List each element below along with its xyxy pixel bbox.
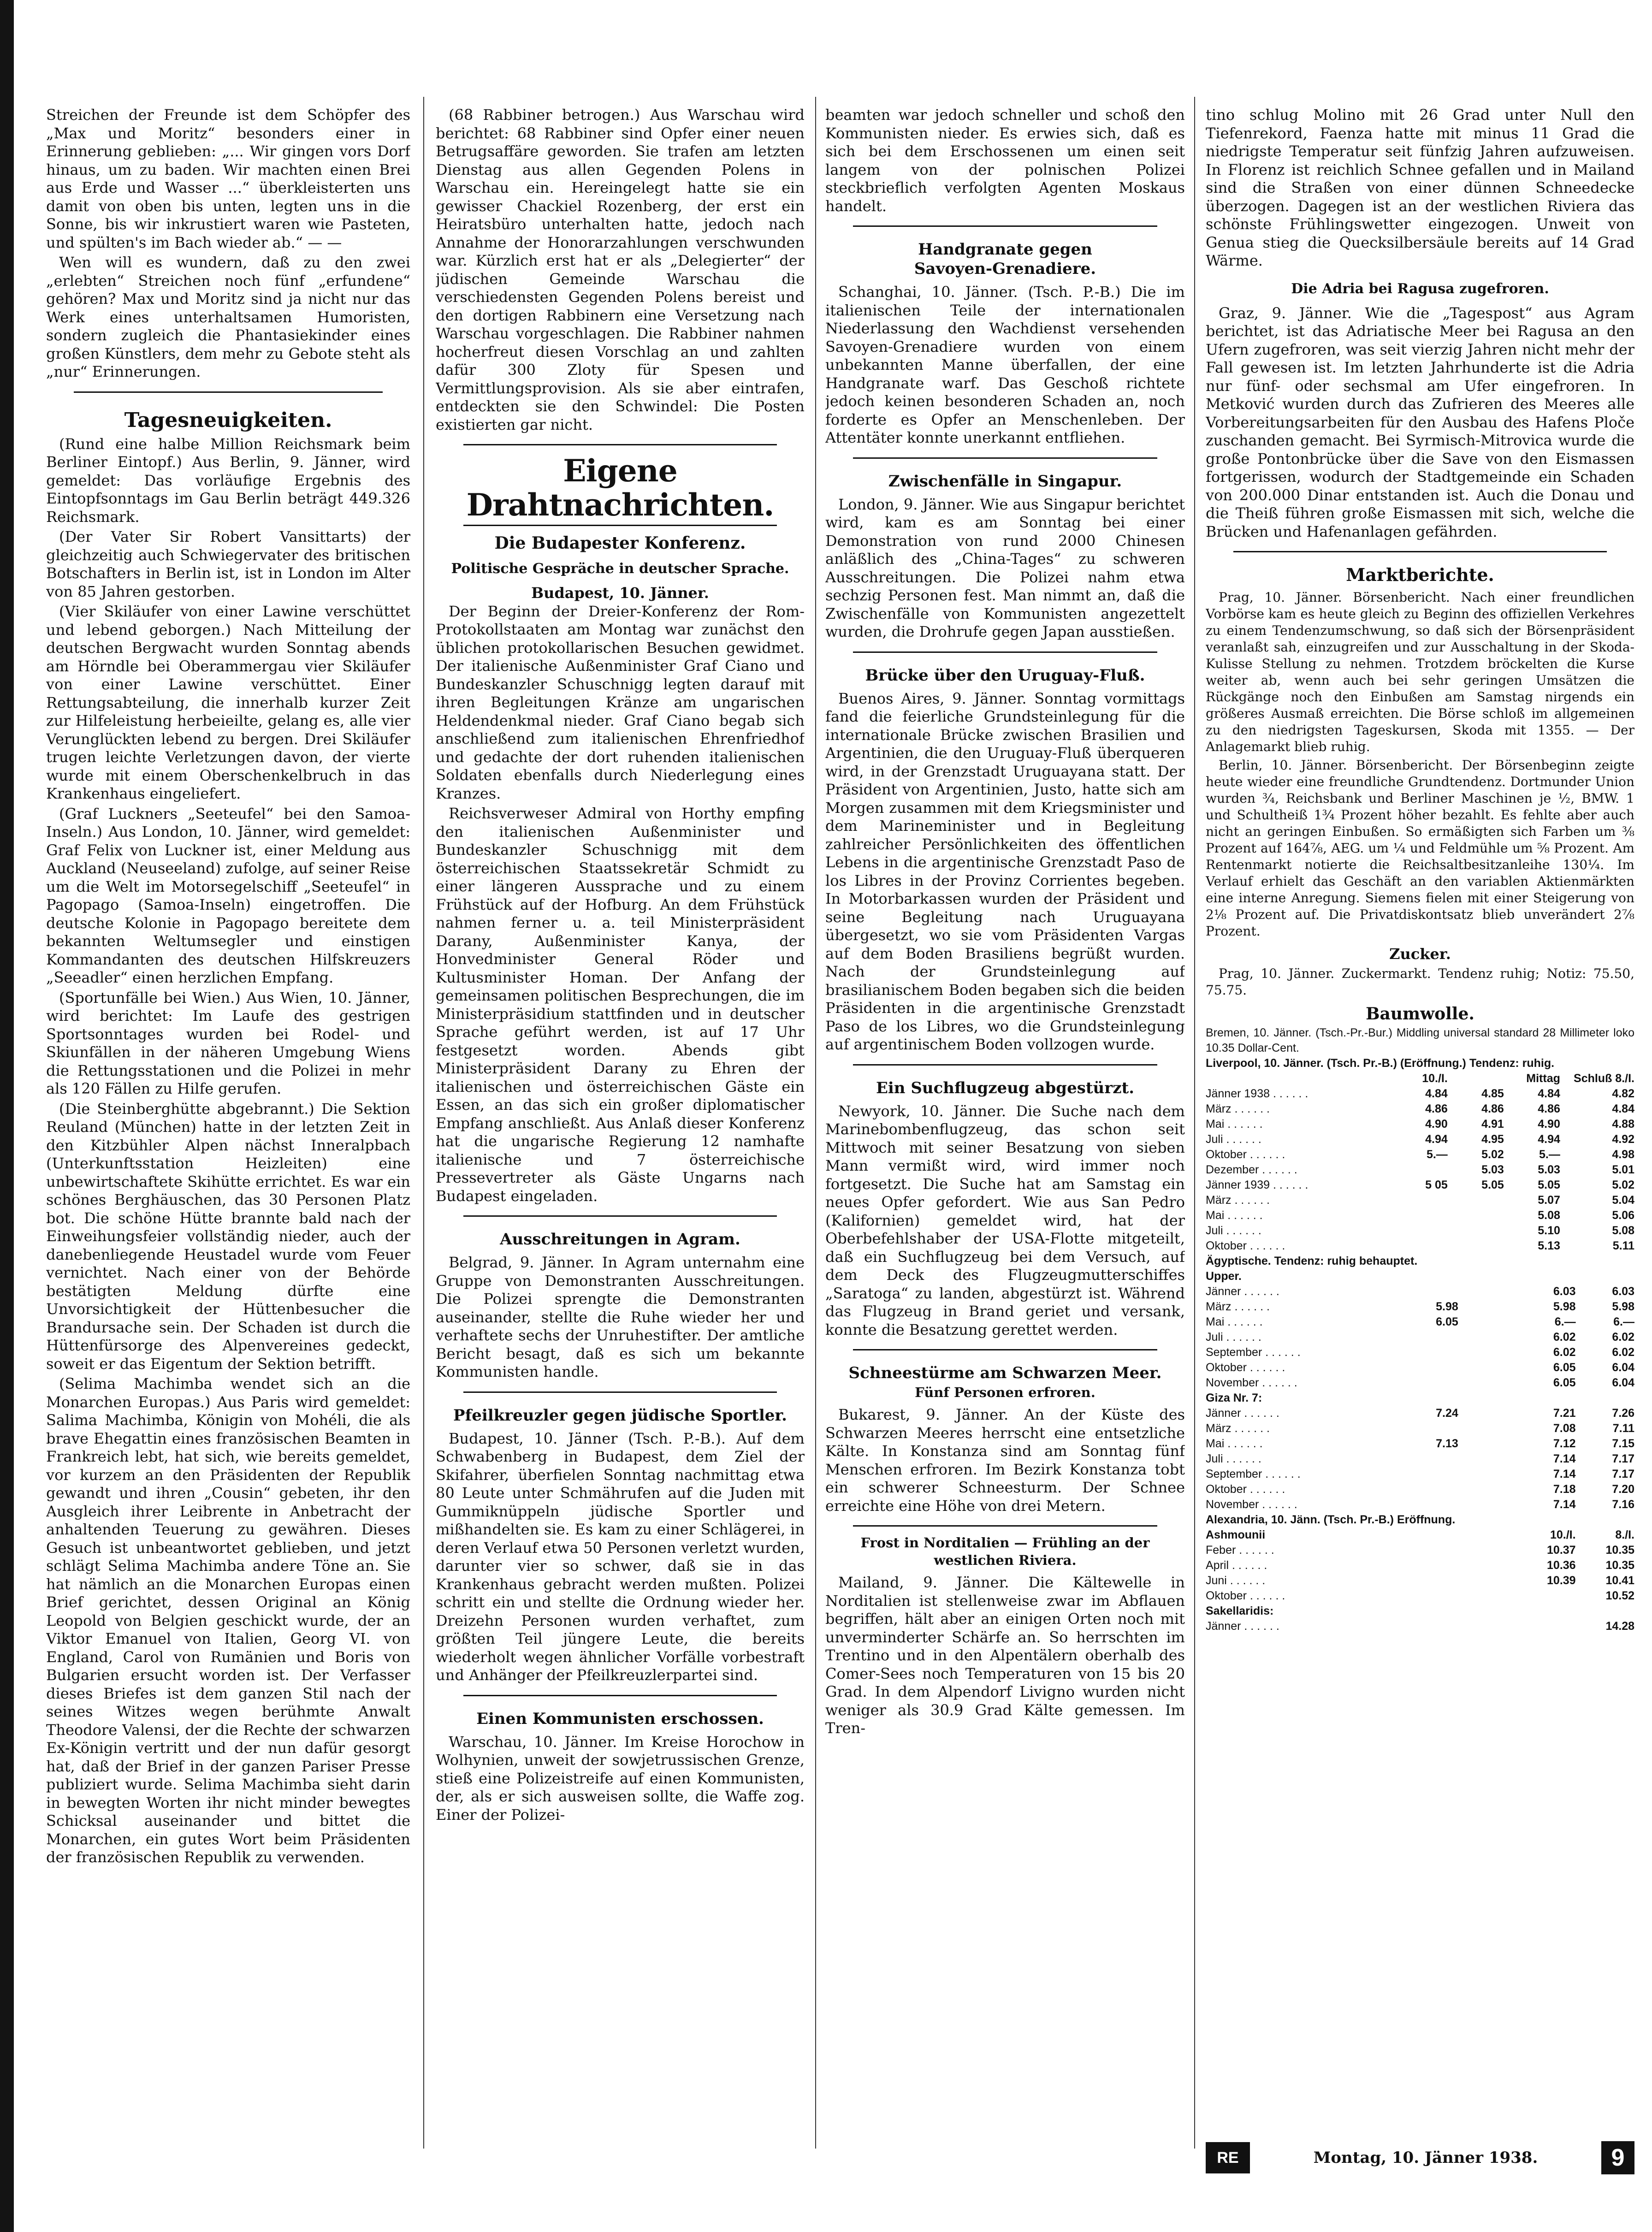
month-cell: Jänner . . . . . . [1206, 1285, 1279, 1298]
article-title: Handgranate gegen [918, 240, 1092, 259]
column-3 [825, 106, 1185, 2153]
value-cell [1399, 1284, 1458, 1299]
column-header: 10./I. [1550, 1528, 1576, 1541]
article-paragraph: Warschau, 10. Jänner. Im Kreise Horochow in Wolhynien, unweit der sowjetrussischen Grenze, stieß eine Polizeistreife auf einen Kommunisten, der, als er sich ausweisen sollte, die Waffe zog. Einer der Polizei- [436, 1733, 805, 1823]
value-cell: 4.84 [1612, 1102, 1634, 1115]
value-cell: 4.91 [1481, 1118, 1504, 1131]
section-divider [463, 1695, 777, 1696]
empty-cell [1458, 1558, 1517, 1573]
value-cell [1458, 1314, 1517, 1330]
column-rule [815, 97, 816, 2149]
value-cell: 6.05 [1436, 1315, 1458, 1328]
month-cell: März . . . . . . [1206, 1300, 1270, 1313]
value-cell: 10.39 [1547, 1574, 1576, 1587]
value-cell [1399, 1375, 1458, 1391]
value-cell: 6.03 [1612, 1285, 1634, 1298]
value-cell: 7.21 [1553, 1407, 1576, 1420]
egypt-heading: Ägyptische. Tendenz: ruhig behauptet. [1206, 1255, 1418, 1267]
article-subtitle: Fünf Personen erfroren. [915, 1385, 1095, 1400]
table-row [1206, 1451, 1634, 1467]
value-cell: 4.86 [1425, 1102, 1448, 1115]
value-cell: 7.18 [1553, 1483, 1576, 1496]
value-cell [1458, 1497, 1517, 1512]
value-cell [1399, 1345, 1458, 1360]
value-cell [1391, 1162, 1448, 1178]
table-row [1206, 1573, 1634, 1588]
month-cell: Juli . . . . . . [1206, 1452, 1261, 1465]
value-cell: 7.08 [1553, 1422, 1576, 1435]
value-cell: 7.11 [1612, 1422, 1634, 1435]
column-header: Schluß 8./I. [1574, 1072, 1634, 1085]
value-cell: 4.84 [1538, 1087, 1560, 1100]
value-cell: 5.07 [1538, 1194, 1560, 1207]
alexandria-table [1206, 1527, 1634, 1604]
scan-edge-strip [0, 0, 14, 2232]
article-paragraph: Graz, 9. Jänner. Wie die „Tagespost“ aus Agram berichtet, ist das Adriatische Meer bei Ragusa an den Ufern zugefroren, was seit vierzig Jahren nicht mehr der Fall gewesen ist. Im letzten Jahrhunderte ist die Adria nur fünf- oder sechsmal am Ufer eingefroren. In Metković wurden durch das Zufrieren des Meeres alle Vorbereitungsarbeiten für den Ausbau des Hafens Ploče zuschanden gemacht. Bei Syrmisch-Mitrovica wurde die große Pontonbrücke über die Save von den Eismassen fortgerissen, wodurch der Stadtgemeinde ein Schaden von 200.000 Dinar entstanden ist. Auch die Donau und die Theiß führen große Eismassen mit sich, welche die Brücken und Hafenanlagen gefährden. [1206, 304, 1634, 540]
month-cell: Juli . . . . . . [1206, 1331, 1261, 1344]
value-cell [1458, 1406, 1517, 1421]
empty-cell [1399, 1543, 1458, 1558]
month-cell: September . . . . . . [1206, 1468, 1301, 1480]
bremen-quote: Bremen, 10. Jänner. (Tsch.-Pr.-Bur.) Middling universal standard 28 Millimeter loko 10.35 Dollar-Cent. [1206, 1026, 1634, 1054]
news-item: (Die Steinberghütte abgebrannt.) Die Sektion Reuland (München) hatte in der letzten Zeit in den Kitzbühler Alpen nächst Inneralpbach (Unterkunftsstation Heizleiten) eine unbewirtschaftete Skihütte errichtet. Es war ein schönes Berghäuschen, das 30 Personen Platz bot. Die schöne Hütte brannte bald nach der Einweihungsfeier vollständig nieder, auch der danebenliegende Heustadel wurde vom Feuer vernichtet. Nach einer von der Behörde bestätigten Meldung dürfte eine Unvorsichtigkeit der Hüttenbesucher die Brandursache sein. Der Schaden ist durch die Hüttenfürsorge des Alpenvereines gedeckt, soweit er das Eigentum der Sektion betrifft. [46, 1100, 410, 1373]
value-cell: 10.37 [1547, 1544, 1576, 1557]
issue-date: Montag, 10. Jänner 1938. [1313, 2149, 1538, 2167]
newspaper-page [41, 78, 1651, 2218]
article-paragraph: London, 9. Jänner. Wie aus Singapur berichtet wird, kam es am Sonntag bei einer Demonstration von rund 2000 Chinesen anläßlich des „China-Tages“ zu schweren Ausschreitungen. Die Polizei nahm etwa sechzig Personen fest. Man nimmt an, daß die Zwischenfälle von Kommunisten angezettelt wurden, die Drohrufe gegen Japan ausstießen. [825, 495, 1185, 640]
article-title: Die Adria bei Ragusa zugefroren. [1291, 280, 1549, 297]
value-cell: 7.20 [1612, 1483, 1634, 1496]
month-cell: Jänner . . . . . . [1206, 1620, 1279, 1633]
table-row [1206, 1330, 1634, 1345]
value-cell [1458, 1330, 1517, 1345]
value-cell: 4.86 [1538, 1102, 1560, 1115]
value-cell: 10.36 [1547, 1559, 1576, 1572]
month-cell: Oktober . . . . . . [1206, 1148, 1285, 1161]
value-cell: 5.98 [1553, 1300, 1576, 1313]
value-cell: 10.41 [1605, 1574, 1634, 1587]
table-header-row [1206, 1071, 1634, 1086]
section-divider [74, 391, 383, 393]
table-row [1206, 1132, 1634, 1147]
section-divider [463, 444, 777, 445]
section-divider [463, 1215, 777, 1217]
section-divider [1233, 551, 1607, 552]
column-header: Mittag [1526, 1072, 1560, 1085]
sakellaridis-table [1206, 1619, 1634, 1634]
section-divider [853, 1525, 1157, 1527]
market-report: Prag, 10. Jänner. Börsenbericht. Nach einer freundlichen Vorbörse kam es heute gleich zu Beginn des offiziellen Verkehres zu einem Tendenzumschwung, so daß sich der Börsenpräsident veranlaßt sah, einzugreifen und zur Ausschaltung in der Skoda-Kulisse Stellung zu nehmen. Trotzdem bröckelten die Kurse weiter ab, wenn auch bei sehr geringen Umsätzen die Rückgänge noch den Einbußen am Samstag nirgends ein größeres Ausmaß erreichten. Die Börse schloß im allgemeinen zu den niedrigsten Tageskursen, Skoda mit 1355. — Der Anlagemarkt blieb ruhig. [1206, 590, 1634, 754]
column-header: 8./I. [1615, 1528, 1634, 1541]
month-cell: März . . . . . . [1206, 1194, 1270, 1207]
table-row [1206, 1178, 1634, 1193]
article-paragraph: Budapest, 10. Jänner (Tsch. P.-B.). Auf dem Schwabenberg in Budapest, dem Ziel der Skifahrer, überfielen Sonntag nachmittag etwa 80 Leute unter Schmährufen auf die Juden mit Gummiknüppeln jüdische Sportler und mißhandelten sie. Es kam zu einer Schlägerei, in deren Verlauf etwa 50 Personen verletzt wurden, darunter vier so schwer, daß sie in das Krankenhaus gebracht werden mußten. Polizei schritt ein und stellte die Ordnung wieder her. Dreizehn Personen wurden verhaftet, zum größten Teil jüngere Leute, die bereits wiederholt wegen ähnlicher Vorfälle vorbestraft und Anhänger der Pfeilkreuzlerpartei sind. [436, 1429, 805, 1684]
month-cell: Juli . . . . . . [1206, 1133, 1261, 1146]
news-item: (68 Rabbiner betrogen.) Aus Warschau wird berichtet: 68 Rabbiner sind Opfer einer neuen Betrugsaffäre geworden. Sie trafen am letzten Dienstag aus allen Gegenden Polens in Warschau ein. Hereingelegt hatte sie ein gewisser Chackiel Rozenberg, der erst ein Heiratsbüro unterhalten hatte, jedoch nach Annahme der Honorarzahlungen verschwunden war. Kürzlich erst hat er als „Delegierter“ der jüdischen Gemeinde Warschau die verschiedensten Gegenden Polens bereist und den dortigen Rabbinern eine Versetzung nach Warschau vorgeschlagen. Die Rabbiner nahmen hocherfreut diesen Vorschlag an und zahlten dafür 300 Zloty für Spesen und Vermittlungsprovision. Als sie aber eintrafen, entdeckten sie den Schwindel: Die Posten existierten gar nicht. [436, 106, 805, 433]
variety-label: Ashmounii [1206, 1528, 1266, 1541]
value-cell [1448, 1238, 1504, 1254]
month-cell: Jänner 1938 . . . . . . [1206, 1087, 1309, 1100]
value-cell: 7.14 [1553, 1452, 1576, 1465]
giza-heading: Giza Nr. 7: [1206, 1391, 1262, 1404]
section-heading: Tagesneuigkeiten. [124, 408, 332, 432]
article-paragraph: Der Beginn der Dreier-Konferenz der Rom-Protokollstaaten am Montag war zunächst den üblichen protokollarischen Besuchen gewidmet. Der italienische Außenminister Graf Ciano und Bundeskanzler Schuschnigg legten darauf mit ihren Begleitungen Kränze am ungarischen Heldendenkmal nieder. Graf Ciano begab sich anschließend zum italienischen Ehrenfriedhof und gedachte der dort ruhenden italienischen Soldaten ebenfalls durch Niederlegung eines Kranzes. [436, 602, 805, 802]
table-row [1206, 1223, 1634, 1238]
table-row [1206, 1558, 1634, 1573]
value-cell [1458, 1421, 1517, 1436]
table-row [1206, 1467, 1634, 1482]
article-paragraph: Mailand, 9. Jänner. Die Kältewelle in Norditalien ist stellenweise zwar im Abflauen begriffen, hält aber an einigen Orten noch mit unverminderter Schärfe an. So herrschten im Trentino und in den Alpentälern oberhalb des Comer-Sees noch Temperaturen von 15 bis 20 Grad. In dem Alpendorf Livigno wurden nicht weniger als 30.9 Grad Kälte gemessen. Im Tren- [825, 1574, 1185, 1737]
page-footer [1206, 2139, 1634, 2176]
value-cell: 4.86 [1481, 1102, 1504, 1115]
value-cell: 6.02 [1553, 1331, 1576, 1344]
article-subtitle: Politische Gespräche in deutscher Sprache. [451, 561, 789, 577]
value-cell: 5.02 [1481, 1148, 1504, 1161]
value-cell: 7.16 [1612, 1498, 1634, 1511]
article-paragraph: tino schlug Molino mit 26 Grad unter Null den Tiefenrekord, Faenza hatte mit minus 11 Grad die niedrigste Temperatur seit fünfzig Jahren aufzuweisen. In Florenz ist reichlich Schnee gefallen und in Mailand sind die Straßen von einer dünnen Schneedecke überzogen. Dagegen ist an der westlichen Riviera das schönste Frühlingswetter eingezogen. Unweit von Genua stieg die Quecksilbersäule bereits auf 14 Grad Wärme. [1206, 106, 1634, 269]
article-paragraph: Newyork, 10. Jänner. Die Suche nach dem Marinebombenflugzeug, das schon seit Mittwoch mit seiner Besatzung von sieben Mann vermißt wird, wird immer noch fortgesetzt. Die Suche hat am Samstag ein neues Opfer gefordert. Wie aus San Pedro (Kalifornien) gemeldet wird, hat der Oberbefehlshaber der USA-Flotte mitgeteilt, daß ein Suchflugzeug bei dem Versuch, auf dem Deck des Flugzeugmutterschiffes „Saratoga“ zu landen, abgestürzt ist. Während das Flugzeug in Brand geriet und versank, konnte die Besatzung gerettet werden. [825, 1102, 1185, 1338]
value-cell [1448, 1193, 1504, 1208]
value-cell [1391, 1238, 1448, 1254]
table-row [1206, 1086, 1634, 1101]
article-title-line-2: Savoyen-Grenadiere. [914, 260, 1096, 278]
value-cell: 5.13 [1538, 1239, 1560, 1252]
value-cell [1458, 1375, 1517, 1391]
value-cell [1458, 1467, 1517, 1482]
market-heading: Baumwolle. [1366, 1004, 1474, 1024]
value-cell [1399, 1451, 1458, 1467]
value-cell: 5.— [1539, 1148, 1560, 1161]
value-cell: 6.04 [1612, 1361, 1634, 1374]
value-cell: 4.88 [1612, 1118, 1634, 1131]
value-cell: 4.94 [1538, 1133, 1560, 1146]
value-cell [1458, 1482, 1517, 1497]
value-cell: 5.05 [1481, 1178, 1504, 1191]
empty-cell [1399, 1588, 1458, 1604]
table-row [1206, 1436, 1634, 1451]
value-cell: 6.02 [1612, 1331, 1634, 1344]
month-cell: Mai . . . . . . [1206, 1118, 1263, 1131]
banner-heading: Eigene Drahtnachrichten. [466, 453, 774, 523]
section-divider [853, 651, 1157, 653]
article-title: Frost in Norditalien — Frühling an der westlichen Riviera. [860, 1535, 1150, 1568]
sakellaridis-heading: Sakellaridis: [1206, 1604, 1274, 1617]
value-cell: 5.02 [1612, 1178, 1634, 1191]
month-cell: Dezember . . . . . . [1206, 1163, 1297, 1176]
table-header-row [1206, 1527, 1634, 1543]
month-cell: Jänner . . . . . . [1206, 1407, 1279, 1420]
table-row [1206, 1314, 1634, 1330]
value-cell: 5.05 [1538, 1178, 1560, 1191]
value-cell [1399, 1360, 1458, 1375]
month-cell: Mai . . . . . . [1206, 1437, 1263, 1450]
value-cell: 10.52 [1605, 1589, 1634, 1602]
table-row [1206, 1345, 1634, 1360]
value-cell [1399, 1421, 1458, 1436]
value-cell: 7.14 [1553, 1498, 1576, 1511]
upper-table [1206, 1284, 1634, 1391]
article-paragraph: Wen will es wundern, daß zu den zwei „erlebten“ Streichen noch fünf „erfundene“ gehören? Max und Moritz sind ja nicht nur das Werk eines unterhaltsamen Humoristen, sondern zugleich die Phantasiekinder eines großen Künstlers, dem mehr zu Gebote steht als „nur“ Erinnerungen. [46, 254, 410, 380]
article-paragraph: Streichen der Freunde ist dem Schöpfer des „Max und Moritz“ besonders einer in Erinnerung geblieben: „... Wir gingen vors Dorf hinaus, um zu baden. Wir machten einen Brei aus Erde und Wasser ...“ überkleisterten uns damit von oben bis unten, legten uns in die Sonne, bis wir inkrustiert waren wie Pasteten, und spülten's im Bach wieder ab.“ — — [46, 106, 410, 251]
value-cell: 7.26 [1612, 1407, 1634, 1420]
month-cell: Juli . . . . . . [1206, 1224, 1261, 1237]
value-cell [1517, 1619, 1575, 1634]
value-cell: 5.08 [1538, 1209, 1560, 1222]
value-cell: 14.28 [1605, 1620, 1634, 1633]
value-cell [1448, 1223, 1504, 1238]
market-heading: Zucker. [1389, 945, 1451, 963]
value-cell: 6.05 [1553, 1361, 1576, 1374]
value-cell: 7.17 [1612, 1452, 1634, 1465]
value-cell [1517, 1588, 1575, 1604]
month-cell: Oktober . . . . . . [1206, 1589, 1285, 1602]
table-row [1206, 1162, 1634, 1178]
month-cell: November . . . . . . [1206, 1498, 1297, 1511]
table-row [1206, 1117, 1634, 1132]
month-cell: November . . . . . . [1206, 1376, 1297, 1389]
value-cell: 6.03 [1553, 1285, 1576, 1298]
article-paragraph: Belgrad, 9. Jänner. In Agram unternahm eine Gruppe von Demonstranten Ausschreitungen. Die Polizei sprengte die Demonstranten auseinander, stellte die Ruhe wieder her und verhaftete sechs der Unruhestifter. Der amtliche Bericht besagt, daß es sich um bekannte Kommunisten handle. [436, 1254, 805, 1380]
value-cell: 7.14 [1553, 1468, 1576, 1480]
section-divider [853, 1064, 1157, 1066]
value-cell: 4.98 [1612, 1148, 1634, 1161]
article-title: Zwischenfälle in Singapur. [888, 472, 1122, 491]
value-cell: 7.12 [1553, 1437, 1576, 1450]
value-cell [1391, 1208, 1448, 1223]
value-cell: 4.84 [1425, 1087, 1448, 1100]
value-cell: 5.01 [1612, 1163, 1634, 1176]
section-divider [463, 525, 777, 526]
market-report: Prag, 10. Jänner. Zuckermarkt. Tendenz ruhig; Notiz: 75.50, 75.75. [1206, 966, 1634, 998]
column-rule [423, 97, 424, 2149]
empty-cell [1399, 1558, 1458, 1573]
table-row [1206, 1193, 1634, 1208]
section-divider [853, 1349, 1157, 1350]
value-cell: 6.02 [1553, 1346, 1576, 1359]
month-cell: Feber . . . . . . [1206, 1544, 1274, 1557]
table-row [1206, 1619, 1634, 1634]
article-paragraph: Reichsverweser Admiral von Horthy empfing den italienischen Außenminister und Bundeskanzler Schuschnigg mit dem österreichischen Staatssekretär Schmidt zu einer längeren Aussprache und zu einem Frühstück auf der Hofburg. An dem Frühstück nahmen ferner u. a. teil Ministerpräsident Darany, Außenminister Kanya, der Honvedminister General Röder und Kultusminister Homan. Der Anfang der gemeinsamen politischen Besprechungen, die im Ministerpräsidium stattfinden und in deutscher Sprache geführt werden, ist auf 17 Uhr festgesetzt worden. Abends gibt Ministerpräsident Darany zu Ehren der italienischen und österreichischen Gäste ein Essen, an das sich ein großer diplomatischer Empfang anschließt. Aus Anlaß dieser Konferenz hat die ungarische Regierung 12 namhafte italienische und 7 österreichische Pressevertreter als Gäste Ungarns nach Budapest eingeladen. [436, 805, 805, 1205]
table-row [1206, 1406, 1634, 1421]
table-row [1206, 1147, 1634, 1162]
article-title: Ausschreitungen in Agram. [500, 1230, 740, 1249]
value-cell [1458, 1299, 1517, 1314]
article-title: Ein Suchflugzeug abgestürzt. [876, 1078, 1135, 1097]
table-row [1206, 1101, 1634, 1117]
dateline: Budapest, 10. Jänner. [531, 584, 709, 602]
value-cell: 5.03 [1481, 1163, 1504, 1176]
empty-cell [1458, 1573, 1517, 1588]
value-cell: 10.35 [1605, 1559, 1634, 1572]
table-row [1206, 1543, 1634, 1558]
value-cell [1391, 1193, 1448, 1208]
giza-table [1206, 1406, 1634, 1512]
empty-cell [1458, 1543, 1517, 1558]
article-paragraph: Schanghai, 10. Jänner. (Tsch. P.-B.) Die im italienischen Teile der internationalen Niederlassung den Wachdienst versehenden Savoyen-Grenadiere wurden von einem unbekannten Manne überfallen, der eine Handgranate warf. Das Geschoß richtete jedoch keinen besonderen Schaden an, noch forderte es Opfer an Menschenleben. Der Attentäter konnte unerkannt entfliehen. [825, 283, 1185, 446]
table-row [1206, 1421, 1634, 1436]
value-cell: 4.92 [1612, 1133, 1634, 1146]
value-cell [1391, 1223, 1448, 1238]
section-divider [463, 1391, 777, 1393]
value-cell: 5.04 [1612, 1194, 1634, 1207]
value-cell: 7.17 [1612, 1468, 1634, 1480]
month-cell: Mai . . . . . . [1206, 1315, 1263, 1328]
month-cell: Juni . . . . . . [1206, 1574, 1266, 1587]
value-cell: 5.11 [1612, 1239, 1634, 1252]
news-item: (Vier Skiläufer von einer Lawine verschüttet und lebend geborgen.) Nach Mitteilung der deutschen Bergwacht wurden Sonntag abends am Hörndle bei Oberammergau vier Skiläufer von einer Lawine verschüttet. Einer Rettungsabteilung, die innerhalb kurzer Zeit zur Hilfeleistung herbeieilte, gelang es, alle vier Verunglückten lebend zu bergen. Drei Skiläufer trugen leichte Verletzungen davon, der vierte wurde mit einem Oberschenkelbruch in das Krankenhaus eingeliefert. [46, 603, 410, 802]
table-row [1206, 1497, 1634, 1512]
value-cell [1458, 1345, 1517, 1360]
section-divider [853, 457, 1157, 459]
value-cell [1458, 1451, 1517, 1467]
liverpool-heading: Liverpool, 10. Jänner. (Tsch. Pr.-B.) (Eröffnung.) Tendenz: ruhig. [1206, 1057, 1555, 1070]
article-paragraph: Buenos Aires, 9. Jänner. Sonntag vormittags fand die feierliche Grundsteinlegung für die internationale Brücke zwischen Brasilien und Argentinien, die den Uruguay-Fluß überqueren wird, in der Grenzstadt Uruguayana statt. Der Präsident von Argentinien, Justo, hatte sich am Morgen zusammen mit dem Kriegsminister und dem Marineminister und in Begleitung zahlreicher Persönlichkeiten des öffentlichen Lebens in die argentinische Grenzstadt Paso de los Libres in der Provinz Corrientes begeben. In Motorbarkassen wurden der Präsident und seine Begleitung nach Uruguayana übergesetzt, wo sie vom Präsidenten Vargas auf dem Boden Brasiliens begrüßt wurden. Nach der Grundsteinlegung auf brasilianischem Boden begaben sich die beiden Präsidenten in die argentinische Grenzstadt Paso de los Libres, wo die Grundsteinlegung auf argentinischem Boden vollzogen wurde. [825, 689, 1185, 1053]
value-cell: 4.82 [1612, 1087, 1634, 1100]
month-cell: Oktober . . . . . . [1206, 1483, 1285, 1496]
column-rule [1194, 97, 1195, 2149]
table-row [1206, 1284, 1634, 1299]
article-title: Die Budapester Konferenz. [494, 533, 746, 553]
value-cell: 4.95 [1481, 1133, 1504, 1146]
article-paragraph: beamten war jedoch schneller und schoß den Kommunisten nieder. Es erwies sich, daß es sich bei dem Erschossenen um einen seit langem von der polnischen Polizei steckbrieflich verfolgten Agenten Moskaus handelt. [825, 106, 1185, 215]
column-4 [1206, 106, 1634, 2153]
empty-cell [1399, 1573, 1458, 1588]
section-divider [853, 225, 1157, 227]
empty-cell [1399, 1619, 1458, 1634]
value-cell: 6.04 [1612, 1376, 1634, 1389]
table-row [1206, 1482, 1634, 1497]
value-cell [1458, 1360, 1517, 1375]
month-cell: September . . . . . . [1206, 1346, 1301, 1359]
month-cell: Oktober . . . . . . [1206, 1239, 1285, 1252]
news-item: (Der Vater Sir Robert Vansittarts) der gleichzeitig auch Schwiegervater des britischen Botschafters in Berlin ist, ist in London im Alter von 85 Jahren gestorben. [46, 528, 410, 600]
value-cell [1399, 1482, 1458, 1497]
value-cell [1458, 1284, 1517, 1299]
news-item: (Graf Luckners „Seeteufel“ bei den Samoa-Inseln.) Aus London, 10. Jänner, wird gemeldet: Graf Felix von Luckner ist, einer Meldung aus Auckland (Neuseeland) zufolge, auf seiner Reise um die Welt im Motorsegelschiff „Seeteufel“ in Pagopago (Samoa-Inseln) eingetroffen. Die deutsche Kolonie in Pagopago bereitete dem bekannten Weltumsegler und einstigen Kommandanten des deutschen Hilfskreuzers „Seeadler“ einen herzlichen Empfang. [46, 805, 410, 986]
value-cell: 6.— [1613, 1315, 1634, 1328]
article-paragraph: Bukarest, 9. Jänner. An der Küste des Schwarzen Meeres herrscht eine entsetzliche Kälte. In Konstanza sind am Sonntag fünf Menschen erfroren. Im Bezirk Konstanza tobt ein schwerer Schneesturm. Der Schnee erreichte eine Höhe von drei Metern. [825, 1406, 1185, 1515]
value-cell: 6.02 [1612, 1346, 1634, 1359]
value-cell [1399, 1467, 1458, 1482]
month-cell: April . . . . . . [1206, 1559, 1267, 1572]
column-2 [436, 106, 805, 2153]
month-cell: Jänner 1939 . . . . . . [1206, 1178, 1309, 1191]
cotton-market [1206, 1025, 1634, 1634]
news-item: (Selima Machimba wendet sich an die Monarchen Europas.) Aus Paris wird gemeldet: Salima Machimba, Königin von Mohéli, die als brave Ehegattin eines französischen Beamten in Frankreich lebt, hat sich, wie bereits gemeldet, vor kurzem an den Präsidenten der Republik gewandt und ihren „Cousin“ gebeten, ihr den Ausgleich ihrer Leibrente in Anbetracht der anhaltenden Teuerung zu gewähren. Dieses Gesuch ist unbeantwortet geblieben, und jetzt schlägt Selima Machimba andere Töne an. Sie hat nämlich an die Monarchen Europas einen Brief gerichtet, dessen Original an König Leopold von Belgien geschickt wurde, der an Viktor Emanuel von Italien, Georg VI. von England, Carol von Rumänien und Boris von Bulgarien ersucht worden ist. Der Verfasser dieses Briefes ist dem ganzen Stil nach der seines Witzes wegen berühmte Anwalt Theodore Valensi, der die Rechte der schwarzen Ex-Königin vertritt und der nun dafür gesorgt hat, daß der Brief in der ganzen Pariser Presse publiziert wurde. Selima Machimba sieht darin in bewegten Worten ihr nicht minder bewegtes Schicksal auseinander und bittet die Monarchen, ein gutes Wort beim Präsidenten der französischen Republik zu verwenden. [46, 1375, 410, 1866]
value-cell: 5.98 [1612, 1300, 1634, 1313]
column-header: 10./I. [1422, 1072, 1448, 1085]
value-cell: 7.24 [1436, 1407, 1458, 1420]
article-title: Brücke über den Uruguay-Fluß. [865, 666, 1145, 685]
market-report: Berlin, 10. Jänner. Börsenbericht. Der Börsenbeginn zeigte heute wieder eine freundliche Grundtendenz. Dortmunder Union wurden ¾, Reichsbank und Berliner Maschinen je ½, BMW. 1 und Schultheiß 1¾ Prozent höher bezahlt. Es fehlte aber auch nicht an geringen Einbußen. So ermäßigten sich Farben um ⅜ Prozent auf 164⅞, AEG. um ¼ und Feldmühle um ⅝ Prozent. Am Rentenmarkt notierte die Reichsaltbesitzanleihe 130¼. Im Verlauf erhielt das Geschäft an den variablen Aktienmärkten eine interne Anregung. Siemens fielen mit einer Steigerung von 2⅛ Prozent auf. Die Privatdiskontsatz blieb unverändert 2⅞ Prozent. [1206, 758, 1634, 939]
value-cell [1399, 1330, 1458, 1345]
value-cell: 6.05 [1553, 1376, 1576, 1389]
article-title: Schneestürme am Schwarzen Meer. [848, 1364, 1162, 1382]
month-cell: März . . . . . . [1206, 1102, 1270, 1115]
value-cell [1448, 1208, 1504, 1223]
table-row [1206, 1588, 1634, 1604]
alexandria-heading: Alexandria, 10. Jänn. (Tsch. Pr.-B.) Eröffnung. [1206, 1513, 1456, 1526]
value-cell: 6.— [1554, 1315, 1576, 1328]
upper-heading: Upper. [1206, 1270, 1242, 1283]
value-cell: 4.90 [1538, 1118, 1560, 1131]
newspaper-logo: RE [1206, 2142, 1250, 2173]
month-cell: Mai . . . . . . [1206, 1209, 1263, 1222]
table-row [1206, 1208, 1634, 1223]
table-row [1206, 1238, 1634, 1254]
column-1 [46, 106, 410, 2153]
article-title: Einen Kommunisten erschossen. [476, 1709, 764, 1728]
table-row [1206, 1299, 1634, 1314]
empty-cell [1458, 1619, 1517, 1634]
value-cell: 7.13 [1436, 1437, 1458, 1450]
table-row [1206, 1360, 1634, 1375]
value-cell: 5.06 [1612, 1209, 1634, 1222]
value-cell: 4.90 [1425, 1118, 1448, 1131]
empty-cell [1458, 1588, 1517, 1604]
table-row [1206, 1375, 1634, 1391]
article-title: Pfeilkreuzler gegen jüdische Sportler. [453, 1406, 787, 1425]
value-cell: 5.03 [1538, 1163, 1560, 1176]
page-number: 9 [1601, 2141, 1634, 2174]
news-item: (Sportunfälle bei Wien.) Aus Wien, 10. Jänner, wird berichtet: Im Laufe des gestrigen Sportsonntages wurden bei Rodel- und Skiunfällen in der näheren Umgebung Wiens die Rettungsstationen und die Polizei in mehr als 120 Fällen zu Hilfe gerufen. [46, 989, 410, 1097]
value-cell: 5.— [1426, 1148, 1448, 1161]
value-cell: 5 05 [1425, 1178, 1448, 1191]
value-cell: 5.08 [1612, 1224, 1634, 1237]
value-cell [1399, 1497, 1458, 1512]
section-heading: Marktberichte. [1346, 564, 1494, 585]
month-cell: Oktober . . . . . . [1206, 1361, 1285, 1374]
value-cell: 7.15 [1612, 1437, 1634, 1450]
value-cell: 4.94 [1425, 1133, 1448, 1146]
liverpool-table [1206, 1071, 1634, 1254]
news-item: (Rund eine halbe Million Reichsmark beim Berliner Eintopf.) Aus Berlin, 9. Jänner, wird gemeldet: Das vorläufige Ergebnis des Eintopfsonntags im Gau Berlin beträgt 449.326 Reichsmark. [46, 435, 410, 526]
value-cell: 5.10 [1538, 1224, 1560, 1237]
value-cell: 10.35 [1605, 1544, 1634, 1557]
value-cell: 4.85 [1481, 1087, 1504, 1100]
value-cell: 5.98 [1436, 1300, 1458, 1313]
month-cell: März . . . . . . [1206, 1422, 1270, 1435]
value-cell [1458, 1436, 1517, 1451]
